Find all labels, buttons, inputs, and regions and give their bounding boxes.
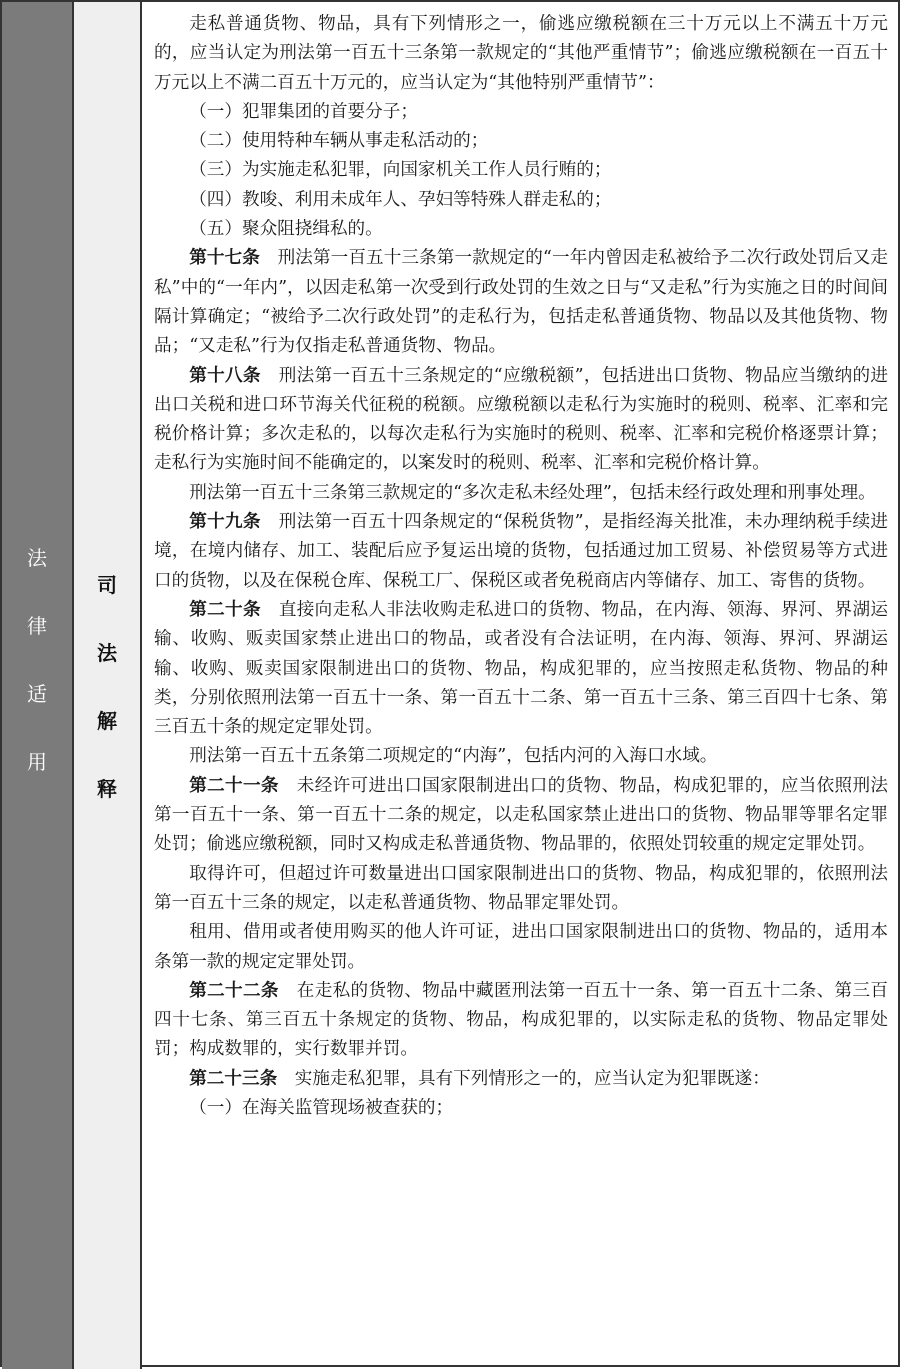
- category-column-legal-application: [2, 2, 74, 1369]
- subcategory-char: 释: [97, 777, 117, 801]
- subcategory-char: 法: [97, 641, 117, 665]
- paragraph: [154, 1065, 888, 1094]
- paragraph-text: （四）教唆、利用未成年人、孕妇等特殊人群走私的；: [189, 189, 612, 210]
- paragraph: [154, 977, 888, 1065]
- paragraph-text: （五）聚众阻挠缉私的。: [189, 219, 383, 240]
- paragraph-text: 刑法第一百五十四条规定的“保税货物”，是指经海关批准，未办理纳税手续进境，在境内储存、加工、装配后应予复运出境的货物，包括通过加工贸易、补偿贸易等方式进口的货物，以及在保税仓库、保税工厂、保税区或者免税商店内等储存、加工、寄售的货物。: [154, 512, 888, 591]
- paragraph-text: （一）在海关监管现场被查获的；: [189, 1097, 454, 1118]
- paragraph-text: 走私普通货物、物品，具有下列情形之一，偷逃应缴税额在三十万元以上不满五十万元的，应当认定为刑法第一百五十三条第一款规定的“其他严重情节”；偷逃应缴税额在一百五十万元以上不满二百五十万元的，应当认定为“其他特别严重情节”：: [154, 14, 888, 93]
- category-char: 适: [27, 682, 47, 706]
- subcategory-label: [74, 551, 140, 823]
- paragraph: [154, 362, 888, 479]
- paragraph: [154, 860, 888, 919]
- article-heading: 第十八条: [189, 365, 261, 386]
- paragraph: [154, 215, 888, 244]
- paragraph-text: 租用、借用或者使用购买的他人许可证，进出口国家限制进出口的货物、物品的，适用本条第一款的规定定罪处罚。: [154, 922, 888, 972]
- article-heading: 第二十二条: [189, 980, 279, 1001]
- article-heading: 第二十一条: [189, 775, 279, 796]
- article-heading: 第十九条: [189, 512, 261, 533]
- subcategory-char: 解: [97, 709, 117, 733]
- paragraph: [154, 244, 888, 361]
- paragraph: [154, 127, 888, 156]
- article-text-column: [154, 10, 888, 1123]
- category-label: [2, 524, 72, 796]
- paragraph-text: 刑法第一百五十三条第一款规定的“一年内曾因走私被给予二次行政处罚后又走私”中的“一年内”，以因走私第一次受到行政处罚的生效之日与“又走私”行为实施之日的时间间隔计算确定；“被给予二次行政处罚”的走私行为，包括走私普通货物、物品以及其他货物、物品；“又走私”行为仅指走私普通货物、物品。: [154, 248, 888, 357]
- subcategory-char: 司: [97, 573, 117, 597]
- paragraph-text: 在走私的货物、物品中藏匿刑法第一百五十一条、第一百五十二条、第三百四十七条、第三百五十条规定的货物、物品，构成犯罪的，以实际走私的货物、物品定罪处罚；构成数罪的，实行数罪并罚。: [154, 980, 888, 1060]
- category-char: 律: [27, 614, 47, 638]
- paragraph: [154, 508, 888, 596]
- paragraph: [154, 98, 888, 127]
- paragraph-text: 取得许可，但超过许可数量进出口国家限制进出口的货物、物品，构成犯罪的，依照刑法第一百五十三条的规定，以走私普通货物、物品罪定罪处罚。: [154, 863, 888, 913]
- category-char: 用: [27, 750, 47, 774]
- paragraph: [154, 596, 888, 742]
- paragraph-text: 实施走私犯罪，具有下列情形之一的，应当认定为犯罪既遂：: [294, 1068, 770, 1089]
- paragraph-text: （一）犯罪集团的首要分子；: [189, 101, 418, 122]
- article-heading: 第二十三条: [189, 1068, 278, 1089]
- paragraph: [154, 1094, 888, 1123]
- paragraph: [154, 479, 888, 508]
- article-heading: 第十七条: [189, 248, 260, 269]
- paragraph: [154, 742, 888, 771]
- article-heading: 第二十条: [189, 599, 261, 620]
- paragraph-text: 刑法第一百五十五条第二项规定的“内海”，包括内河的入海口水域。: [189, 746, 718, 767]
- paragraph: [154, 156, 888, 185]
- paragraph: [154, 10, 888, 98]
- paragraph: [154, 186, 888, 215]
- paragraph-text: （二）使用特种车辆从事走私活动的；: [189, 131, 489, 152]
- paragraph-text: 刑法第一百五十三条第三款规定的“多次走私未经处理”，包括未经行政处理和刑事处理。: [189, 482, 876, 503]
- paragraph: [154, 918, 888, 977]
- paragraph-text: 直接向走私人非法收购走私进口的货物、物品，在内海、领海、界河、界湖运输、收购、贩卖国家禁止进出口的物品，或者没有合法证明，在内海、领海、界河、界湖运输、收购、贩卖国家限制进出口的货物、物品，构成犯罪的，应当按照走私货物、物品的种类，分别依照刑法第一百五十一条、第一百五十二条、第一百五十三条、第三百四十七条、第三百五十条的规定定罪处罚。: [154, 599, 888, 738]
- category-char: 法: [27, 546, 47, 570]
- paragraph-text: （三）为实施走私犯罪，向国家机关工作人员行贿的；: [189, 160, 612, 181]
- paragraph: [154, 772, 888, 860]
- paragraph-text: 未经许可进出口国家限制进出口的货物、物品，构成犯罪的，应当依照刑法第一百五十一条、第一百五十二条的规定，以走私国家禁止进出口的货物、物品罪等罪名定罪处罚；偷逃应缴税额，同时又构成走私普通货物、物品罪的，依照处罚较重的规定定罪处罚。: [154, 775, 888, 855]
- subcategory-column-judicial-interpretation: [74, 2, 142, 1369]
- paragraph-text: 刑法第一百五十三条规定的“应缴税额”，包括进出口货物、物品应当缴纳的进出口关税和进口环节海关代征税的税额。应缴税额以走私行为实施时的税则、税率、汇率和完税价格计算；多次走私的，以每次走私行为实施时的税则、税率、汇率和完税价格逐票计算；走私行为实施时间不能确定的，以案发时的税则、税率、汇率和完税价格计算。: [154, 365, 888, 474]
